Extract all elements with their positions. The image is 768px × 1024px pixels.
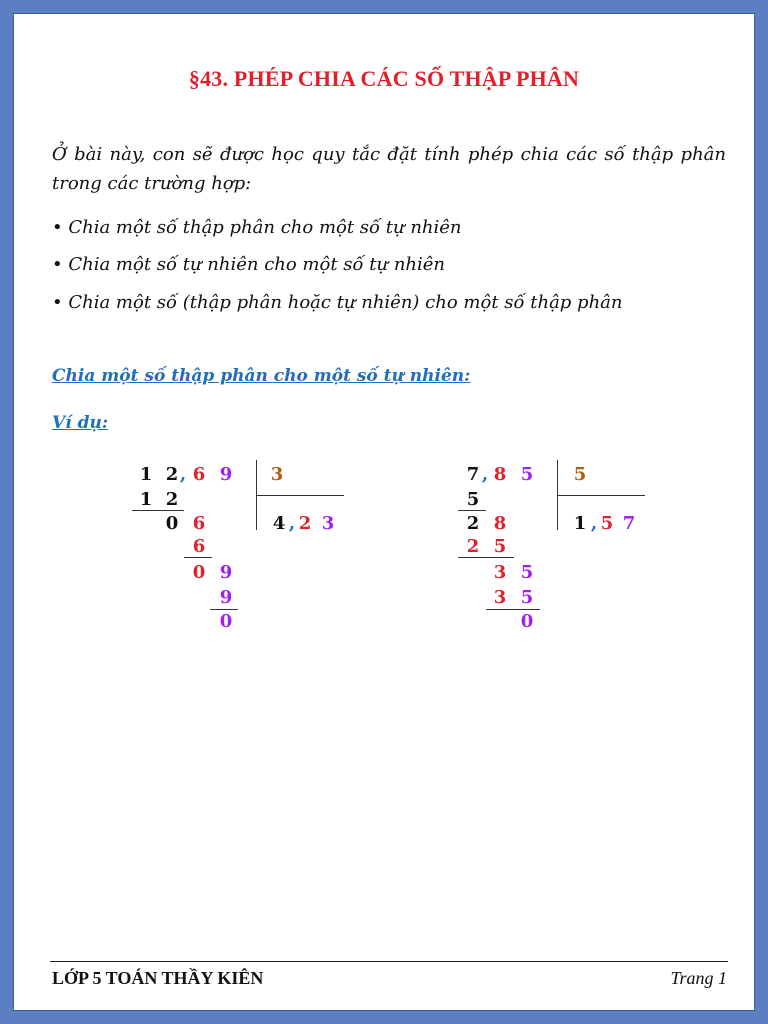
step-digit: 0: [165, 513, 179, 534]
document-page: [14, 14, 754, 1010]
quotient-digit: 7: [622, 513, 636, 534]
step-digit: 0: [219, 611, 233, 632]
step-digit: 0: [520, 611, 534, 632]
subtraction-line: [132, 510, 184, 511]
bullet-item: • Chia một số tự nhiên cho một số tự nhiên: [52, 254, 446, 275]
footer-course-name: LỚP 5 TOÁN THẦY KIÊN: [52, 968, 264, 988]
subtraction-line: [486, 609, 540, 610]
step-digit: 0: [192, 562, 206, 583]
bullet-item: • Chia một số thập phân cho một số tự nhiên: [52, 217, 462, 238]
step-digit: 2: [466, 513, 480, 534]
step-digit: 5: [466, 489, 480, 510]
subtraction-line: [210, 609, 238, 610]
step-digit: 3: [493, 562, 507, 583]
quotient-digit: 3: [321, 513, 335, 534]
quotient-digit: 4: [272, 513, 286, 534]
footer-page-number: Trang 1: [670, 968, 727, 988]
subtraction-line: [458, 510, 486, 511]
dividend-digit: 2: [165, 464, 179, 485]
dividend-digit: 7: [466, 464, 480, 485]
step-digit: 6: [192, 513, 206, 534]
step-digit: 9: [219, 562, 233, 583]
dividend-digit: 1: [139, 464, 153, 485]
dividend-digit: 6: [192, 464, 206, 485]
quotient-digit: 5: [600, 513, 614, 534]
page-title: §43. PHÉP CHIA CÁC SỐ THẬP PHÂN: [188, 66, 580, 91]
divisor-underline: [256, 495, 344, 496]
step-digit: 2: [466, 536, 480, 557]
step-digit: 9: [219, 587, 233, 608]
divisor: 3: [270, 464, 284, 485]
decimal-comma: ,: [590, 513, 598, 534]
quotient-digit: 2: [298, 513, 312, 534]
subtraction-line: [458, 557, 514, 558]
intro-paragraph: Ở bài này, con sẽ được học quy tắc đặt tính phép chia các số thập phân trong các trường hợp:: [52, 144, 726, 194]
subtraction-line: [184, 557, 212, 558]
dividend-digit: 9: [219, 464, 233, 485]
divisor-underline: [557, 495, 645, 496]
dividend-digit: 8: [493, 464, 507, 485]
decimal-comma: ,: [481, 464, 489, 485]
step-digit: 8: [493, 513, 507, 534]
step-digit: 5: [520, 562, 534, 583]
example-label: Ví dụ:: [52, 413, 109, 433]
divisor: 5: [573, 464, 587, 485]
bullet-item: • Chia một số (thập phân hoặc tự nhiên) cho một số thập phân: [52, 292, 623, 313]
step-digit: 2: [165, 489, 179, 510]
step-digit: 1: [139, 489, 153, 510]
step-digit: 5: [520, 587, 534, 608]
step-digit: 6: [192, 536, 206, 557]
quotient-digit: 1: [573, 513, 587, 534]
step-digit: 3: [493, 587, 507, 608]
decimal-comma: ,: [179, 464, 187, 485]
step-digit: 5: [493, 536, 507, 557]
footer-divider: [50, 961, 728, 962]
dividend-digit: 5: [520, 464, 534, 485]
section-heading: Chia một số thập phân cho một số tự nhiên:: [52, 366, 471, 386]
decimal-comma: ,: [288, 513, 296, 534]
